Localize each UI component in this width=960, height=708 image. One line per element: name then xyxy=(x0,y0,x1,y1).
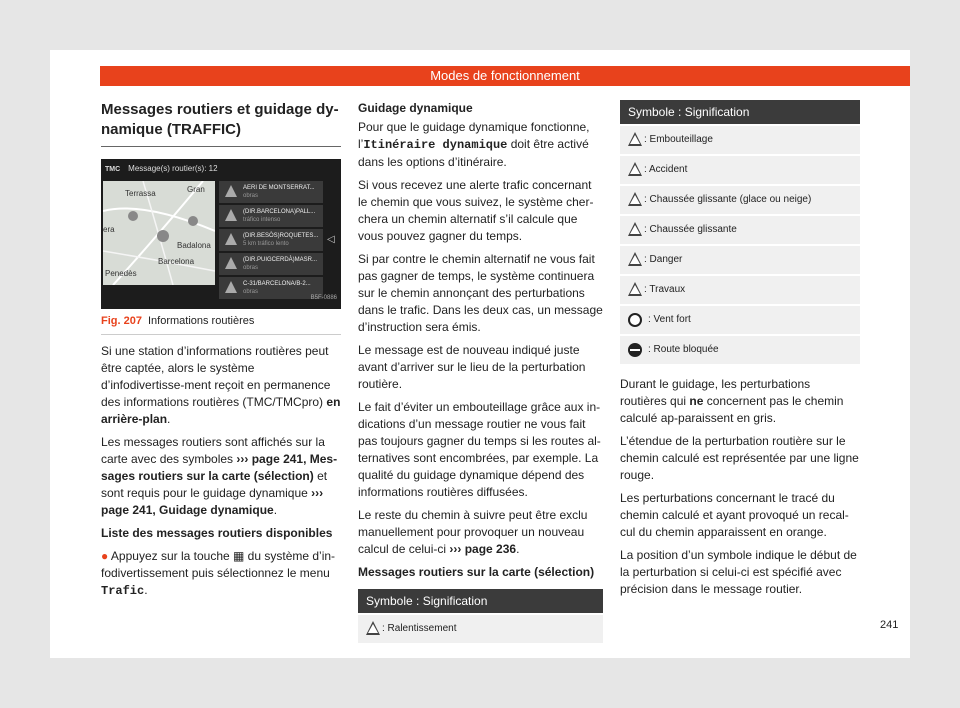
table-header: Symbole : Signification xyxy=(620,100,860,124)
map-label-era: era xyxy=(103,225,115,234)
map-label-penedes: Penedès xyxy=(105,269,137,278)
bullet-icon: ● xyxy=(101,549,111,563)
map-view xyxy=(103,181,215,285)
traffic-warning-icon xyxy=(225,281,237,293)
list-item[interactable]: C-31/BARCELONA/B-2... obras xyxy=(219,277,323,299)
paragraph: Les messages routiers sont affichés sur la carte avec des symboles ››› page 241, Mes-sages routiers sur la carte (sélection) et sont requis pour le guidage dynamique ››› page 241, Guidage dynamique. xyxy=(101,435,338,517)
strong-wind-icon xyxy=(628,313,642,327)
table-row: : Accident xyxy=(620,156,860,184)
page-link[interactable]: ››› page 241, Mes-sages routiers sur la carte (sélection) xyxy=(101,452,338,483)
paragraph: Pour que le guidage dynamique fonctionne, l’Itinéraire dynamique doit être activé dans les options d’itinéraire. xyxy=(358,120,590,169)
title-line-2: namique (TRAFFIC) xyxy=(101,121,241,138)
roadworks-icon xyxy=(628,282,642,296)
slow-traffic-icon xyxy=(366,621,380,635)
traffic-warning-icon xyxy=(225,185,237,197)
traffic-warning-icon xyxy=(225,209,237,221)
paragraph: Si vous recevez une alerte trafic concernant le chemin que vous suivez, le système cher-chera un chemin alternatif s’il calcule que vous pouvez gagner du temps. xyxy=(358,178,594,243)
traffic-jam-icon xyxy=(628,132,642,146)
paragraph: Si une station d’informations routières peut être captée, alors le système d’infodivertisse-ment reçoit en permanence des informations routières (TMC/TMCpro) en arrière-plan. xyxy=(101,344,341,426)
table-row: : Danger xyxy=(620,246,860,274)
page-link[interactable]: ››› page 236 xyxy=(449,542,517,556)
paragraph: La position d’un symbole indique le début de la perturbation si celui-ci est spécifié avec précision dans le message routier. xyxy=(620,548,857,596)
title-rule xyxy=(101,146,341,147)
tmc-label: TMC xyxy=(105,166,121,173)
screen-topbar xyxy=(101,159,341,179)
title-line-1: Messages routiers et guidage dy- xyxy=(101,101,339,118)
bullet-item: ● Appuyez sur la touche ▦ du système d’in-fodivertissement puis sélectionnez le menu Trafic. xyxy=(101,549,336,598)
list-item[interactable]: AERI DE MONTSERRAT... obras xyxy=(219,181,323,203)
page xyxy=(50,50,910,658)
paragraph: L’étendue de la perturbation routière sur le chemin calculé est représentée par une ligne rouge. xyxy=(620,434,859,482)
subheading: Guidage dynamique xyxy=(358,101,473,115)
map-label-barcelona: Barcelona xyxy=(158,257,195,266)
table-row: : Chaussée glissante (glace ou neige) xyxy=(620,186,860,214)
paragraph: Durant le guidage, les perturbations routières qui ne concernent pas le chemin calculé ap-paraissent en gris. xyxy=(620,377,844,425)
menu-key-icon: ▦ xyxy=(233,549,245,563)
table-row: : Chaussée glissante xyxy=(620,216,860,244)
figure-code: B5F-0886 xyxy=(310,295,337,301)
table-row: : Route bloquée xyxy=(620,336,860,364)
traffic-screen-figure xyxy=(101,159,341,309)
traffic-message-list xyxy=(219,181,323,301)
map-label-terrassa: Terrassa xyxy=(125,189,156,198)
accident-icon xyxy=(628,162,642,176)
column-middle xyxy=(358,100,603,645)
list-item[interactable]: (DIR.BESÒS)ROQUETES... 5 km tráfico lento xyxy=(219,229,323,251)
paragraph: Les perturbations concernant le tracé du chemin calculé et ayant provoqué un recal-cul du chemin apparaissent en orange. xyxy=(620,491,849,539)
figure-caption: Fig. 207 Informations routières xyxy=(101,313,341,335)
map-label-badalona: Badalona xyxy=(177,241,211,250)
table-row: : Embouteillage xyxy=(620,126,860,154)
table-row: : Travaux xyxy=(620,276,860,304)
table-header: Symbole : Signification xyxy=(358,589,603,613)
icy-road-icon xyxy=(628,192,642,206)
slippery-road-icon xyxy=(628,222,642,236)
table-row: : Vent fort xyxy=(620,306,860,334)
paragraph: Le message est de nouveau indiqué juste avant d’arriver sur le lieu de la perturbation routière. xyxy=(358,343,586,391)
chevron-left-icon[interactable]: ◁ xyxy=(327,234,335,245)
paragraph: Le fait d’éviter un embouteillage grâce aux in-dications d’un message routier ne vous fait pas toujours gagner du temps si les routes al-ternatives sont encombrées, par exemple. La qualité du guidage dynamique dépend des informations routières diffusées. xyxy=(358,400,601,499)
table-row: : Ralentissement xyxy=(358,615,603,643)
section-header: Modes de fonctionnement xyxy=(100,66,910,86)
page-number: 241 xyxy=(880,619,899,631)
section-title xyxy=(101,100,341,140)
column-left xyxy=(101,100,341,606)
list-item[interactable]: (DIR.PUIGCERDÀ)MASR... obras xyxy=(219,253,323,275)
paragraph: Le reste du chemin à suivre peut être exclu manuellement pour provoquer un nouveau calcul de celui-ci ››› page 236. xyxy=(358,508,588,556)
column-right xyxy=(620,100,860,604)
subheading: Liste des messages routiers disponibles xyxy=(101,526,333,540)
list-item[interactable]: (DIR.BARCELONA)PALL... tráfico intenso xyxy=(219,205,323,227)
paragraph: Si par contre le chemin alternatif ne vous fait pas gagner de temps, le système continuera sur le chemin annonçant des perturbations dans le trafic. Dans les deux cas, un message d’instruction sera émis. xyxy=(358,252,603,334)
subheading: Messages routiers sur la carte (sélection) xyxy=(358,565,595,579)
map-label-gran: Gran xyxy=(187,185,205,194)
traffic-warning-icon xyxy=(225,233,237,245)
traffic-warning-icon xyxy=(225,257,237,269)
danger-icon xyxy=(628,252,642,266)
page-link[interactable]: ››› page 241, Guidage dynamique xyxy=(101,486,324,517)
message-count: Message(s) routier(s): 12 xyxy=(128,164,218,173)
road-closed-icon xyxy=(628,343,642,357)
